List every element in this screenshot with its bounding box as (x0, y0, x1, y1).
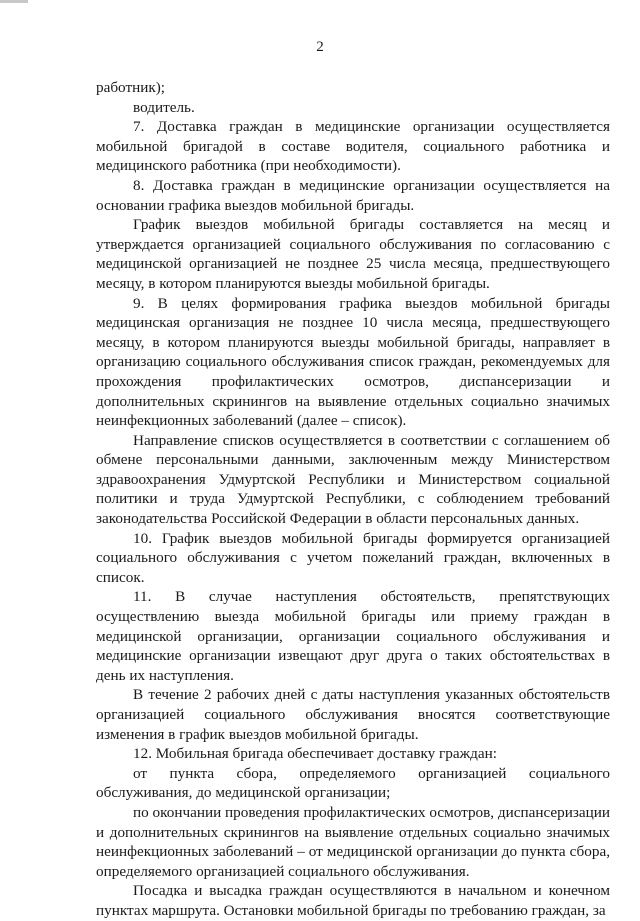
paragraph: водитель. (133, 98, 195, 116)
paragraph: 7. Доставка граждан в медицинские организации осуществляется мобильной бригадой в составе водителя, социального работника и медицинского работника (при необходимости). (96, 118, 610, 175)
page-number: 2 (316, 39, 324, 55)
paragraph: 8. Доставка граждан в медицинские организации осуществляется на основании графика выездов мобильной бригады. (96, 176, 610, 214)
paragraph: Направление списков осуществляется в соответствии с соглашением об обмене персональными данными, заключенным между Министерством здравоохранения Удмуртской Республики и Министерством социальной политики и труда Удмуртской Республики, с соблюдением требований законодательства Российской Федерации в области персональных данных. (96, 431, 610, 528)
scan-edge-mark (0, 0, 28, 3)
paragraph: работник); (96, 79, 166, 96)
document-body (96, 78, 610, 921)
paragraph: В течение 2 рабочих дней с даты наступления указанных обстоятельств организацией социального обслуживания вносятся соответствующие изменения в график выездов мобильной бригады. (96, 686, 610, 743)
paragraph: График выездов мобильной бригады составляется на месяц и утверждается организацией социального обслуживания по согласованию с медицинской организацией не позднее 25 числа месяца, предшествующего месяцу, в котором планируются выезды мобильной бригады. (96, 216, 610, 292)
paragraph: 9. В целях формирования графика выездов мобильной бригады медицинская организация не позднее 10 числа месяца, предшествующего месяцу, в котором планируются выезды мобильной бригады, направляет в организацию социального обслуживания список граждан, рекомендуемых для прохождения профилактических осмотров, диспансеризации и дополнительных скринингов на выявление отдельных социально значимых неинфекционных заболеваний (далее – список). (96, 294, 610, 430)
paragraph: 10. График выездов мобильной бригады формируется организацией социального обслуживания с учетом пожеланий граждан, включенных в список. (96, 529, 610, 586)
paragraph: Посадка и высадка граждан осуществляются в начальном и конечном пунктах маршрута. Остановки мобильной бригады по требованию граждан, за (96, 882, 610, 919)
paragraph: 12. Мобильная бригада обеспечивает доставку граждан: (133, 745, 497, 763)
paragraph: 11. В случае наступления обстоятельств, препятствующих осуществлению выезда мобильной бригады или приему граждан в медицинской организации, организации социального обслуживания и медицинские организации извещают друг друга о таких обстоятельствах в день их наступления. (96, 588, 610, 684)
paragraph: от пункта сбора, определяемого организацией социального обслуживания, до медицинской организации; (96, 764, 610, 802)
paragraph: по окончании проведения профилактических осмотров, диспансеризации и дополнительных скринингов на выявление отдельных социально значимых неинфекционных заболеваний – от медицинской организации до пункта сбора, определяемого организацией социального обслуживания. (96, 803, 610, 880)
